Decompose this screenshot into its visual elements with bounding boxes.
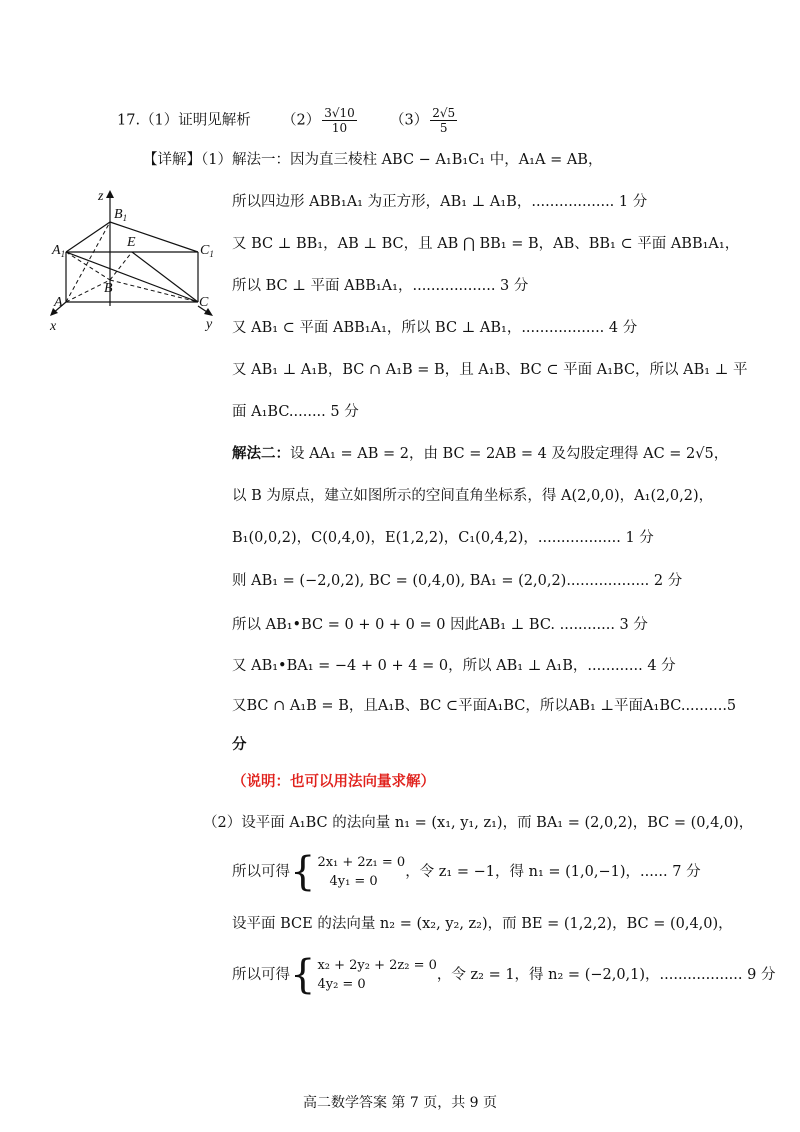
solution-line-3: 又 BC ⊥ BB₁，AB ⊥ BC，且 AB ⋂ BB₁ = B，AB、BB₁ ⊂ 平面 ABB₁A₁， <box>232 236 740 252</box>
part2-fraction <box>322 106 357 135</box>
answer-summary-line <box>117 106 459 135</box>
label-C: C <box>199 295 209 310</box>
method-note: （说明：也可以用法向量求解） <box>232 773 435 790</box>
label-B1: $B_1$ <box>114 207 128 223</box>
label-z: z <box>98 189 104 204</box>
solution-line-17 <box>232 849 701 896</box>
part1-label: （1） <box>140 112 179 129</box>
system1-brace: { <box>290 849 316 895</box>
solution-line-7: 面 A₁BC........ 5 分 <box>232 404 359 420</box>
system2-brace: { <box>290 952 316 998</box>
question-number: 17. <box>117 112 141 129</box>
solution-line-9: 以 B 为原点，建立如图所示的空间直角坐标系，得 A(2,0,0)，A₁(2,0,2)， <box>232 488 714 504</box>
method-two-label: 解法二： <box>232 445 290 462</box>
solution-line-12: 所以 AB₁•BC = 0 + 0 + 0 = 0 因此AB₁ ⊥ BC. ............ 3 分 <box>232 617 648 633</box>
z-axis-arrow <box>106 190 114 198</box>
prism-figure <box>48 188 223 333</box>
solution-line-19 <box>232 952 776 999</box>
system1-eq2: 4y₁ = 0 <box>329 874 378 889</box>
edge-BC <box>110 280 198 302</box>
solution-line-13: 又 AB₁•BA₁ = −4 + 0 + 4 = 0，所以 AB₁ ⊥ A₁B，............ 4 分 <box>232 658 676 674</box>
system2-suffix: ，令 z₂ = 1，得 n₂ = (−2,0,1)，.................. 9 分 <box>436 967 776 983</box>
solution-line-1: 【详解】（1）解法一：因为直三棱柱 ABC − A₁B₁C₁ 中，A₁A = AB， <box>143 152 603 168</box>
part1-answer: 证明见解析 <box>178 112 251 129</box>
label-A1: $A_1$ <box>52 243 66 259</box>
system2-eq2: 4y₂ = 0 <box>317 977 366 992</box>
label-A: A <box>54 295 63 310</box>
solution-line-4: 所以 BC ⊥ 平面 ABB₁A₁，.................. 3 分 <box>232 278 529 294</box>
part3-numerator: 2√5 <box>432 106 456 120</box>
solution-line-10: B₁(0,0,2)，C(0,4,0)，E(1,2,2)，C₁(0,4,2)，.................. 1 分 <box>232 530 654 546</box>
solution-line-8 <box>232 444 728 464</box>
solution-line-18: 设平面 BCE 的法向量 n₂ = (x₂, y₂, z₂)，而 BE = (1,2,2)，BC = (0,4,0)， <box>232 916 733 932</box>
part2-numerator: 3√10 <box>324 106 355 120</box>
system2-equations <box>317 956 436 994</box>
solution-line-16: （2）设平面 A₁BC 的法向量 n₁ = (x₁, y₁, z₁)，而 BA₁ = (2,0,2)，BC = (0,4,0)， <box>203 815 754 831</box>
system1-equations <box>317 853 405 891</box>
solution-line-6: 又 AB₁ ⊥ A₁B，BC ∩ A₁B = B，且 A₁B、BC ⊂ 平面 A₁BC，所以 AB₁ ⊥ 平 <box>232 362 748 378</box>
solution-line-2: 所以四边形 ABB₁A₁ 为正方形，AB₁ ⊥ A₁B，.................. 1 分 <box>232 194 648 210</box>
system1-prefix: 所以可得 <box>232 864 290 880</box>
system1-eq1: 2x₁ + 2z₁ = 0 <box>317 855 406 870</box>
page-footer: 高二数学答案 第 7 页，共 9 页 <box>302 1095 498 1111</box>
part3-fraction <box>430 106 457 135</box>
system1-suffix: ，令 z₁ = −1，得 n₁ = (1,0,−1)，...... 7 分 <box>405 864 701 880</box>
label-E: E <box>127 235 136 250</box>
edge-A1B1 <box>66 222 110 252</box>
solution-line-14: 又BC ∩ A₁B = B，且A₁B、BC ⊂平面A₁BC，所以AB₁ ⊥平面A₁BC..........5 <box>232 698 737 714</box>
solution-line-5: 又 AB₁ ⊂ 平面 ABB₁A₁，所以 BC ⊥ AB₁，.................. 4 分 <box>232 320 638 336</box>
edge-A1C <box>66 252 198 302</box>
label-x: x <box>50 319 57 333</box>
part2-label: （2） <box>282 112 321 129</box>
edge-EC <box>132 252 198 302</box>
label-B: B <box>104 281 113 296</box>
solution-line-11: 则 AB₁ = (−2,0,2), BC = (0,4,0), BA₁ = (2,0,2).................. 2 分 <box>232 573 683 589</box>
part3-label: （3） <box>390 112 429 129</box>
label-C1: $C_1$ <box>200 243 214 259</box>
label-y: y <box>206 317 213 332</box>
part2-denominator: 10 <box>331 121 348 135</box>
system2-eq1: x₂ + 2y₂ + 2z₂ = 0 <box>317 958 437 973</box>
part3-denominator: 5 <box>439 121 448 135</box>
edge-B1C1 <box>110 222 198 252</box>
system2-prefix: 所以可得 <box>232 967 290 983</box>
method-two-text: 设 AA₁ = AB = 2，由 BC = 2AB = 4 及勾股定理得 AC = 2√5， <box>290 446 729 462</box>
solution-line-15: 分 <box>232 736 247 753</box>
